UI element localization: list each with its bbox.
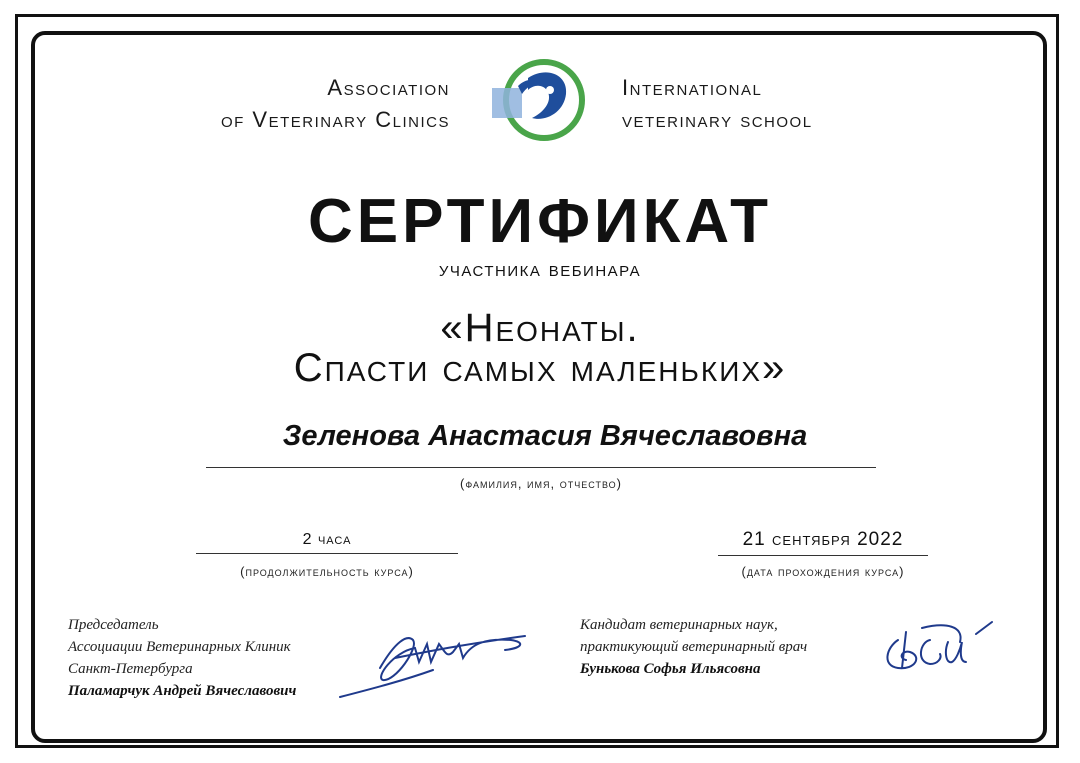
association-logo: [488, 56, 588, 146]
logo-ear-shape: [518, 80, 538, 94]
course-date-value: 21 сентября 2022: [742, 529, 904, 550]
certificate-subtitle: участника вебинара: [438, 258, 642, 281]
certificate-title: СЕРТИФИКАТ: [308, 187, 772, 256]
participant-name-underline: [206, 467, 876, 468]
left-signatory-title-2: Ассоциации Ветеринарных Клиник: [68, 639, 291, 655]
course-date-caption: (дата прохождения курса): [741, 564, 905, 579]
course-duration-caption: (продолжительность курса): [240, 564, 414, 579]
right-signatory-name: Бунькова Софья Ильясовна: [580, 661, 761, 677]
right-handwritten-signature: [876, 618, 996, 678]
logo-animal-shape: [528, 72, 566, 119]
participant-name: Зеленова Анастасия Вячеславовна: [282, 420, 808, 452]
left-signatory-title-1: Председатель: [68, 617, 159, 633]
right-signatory-title-1: Кандидат ветеринарных наук,: [580, 617, 778, 633]
webinar-title-line-2: Спасти самых маленьких»: [293, 346, 787, 390]
left-org-line-1: Association: [327, 75, 450, 100]
right-org-line-1: International: [622, 75, 763, 100]
webinar-title-line-1: «Неонаты.: [440, 306, 640, 350]
left-organization-name: [221, 72, 450, 136]
course-date-underline: [718, 555, 928, 556]
right-org-line-2: veterinary school: [622, 107, 813, 132]
left-handwritten-signature: [335, 622, 535, 702]
logo-eye: [546, 86, 554, 94]
right-organization-name: [622, 72, 813, 136]
course-duration-value: 2 часа: [302, 531, 352, 548]
right-signatory-title-2: практикующий ветеринарный врач: [580, 639, 808, 655]
left-signatory-title-3: Санкт-Петербурга: [68, 661, 193, 677]
left-signatory-name: Паламарчук Андрей Вячеславович: [68, 683, 297, 699]
right-signatory-block: [580, 614, 807, 680]
participant-name-caption: (фамилия, имя, отчество): [460, 476, 622, 491]
left-signatory-block: [68, 614, 296, 702]
course-duration-underline: [196, 553, 458, 554]
logo-blue-square: [492, 88, 522, 118]
left-org-line-2: of Veterinary Clinics: [220, 107, 450, 132]
